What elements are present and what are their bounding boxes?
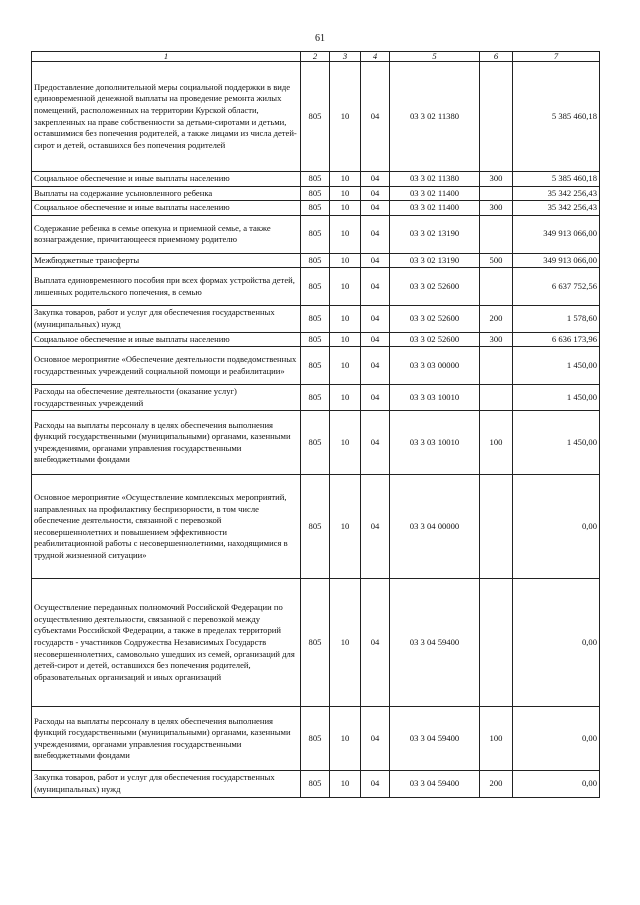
- row-subsection: 04: [361, 411, 390, 475]
- row-section: 10: [330, 579, 361, 707]
- table-row: [32, 579, 600, 707]
- row-grbs: 805: [301, 347, 330, 385]
- row-target-article: 03 3 02 13190: [390, 215, 480, 253]
- row-target-article: 03 3 02 13190: [390, 253, 480, 268]
- column-header: 7: [513, 52, 600, 62]
- row-subsection: 04: [361, 347, 390, 385]
- column-header: 1: [32, 52, 301, 62]
- row-expense-type: [480, 62, 513, 172]
- row-target-article: 03 3 04 59400: [390, 579, 480, 707]
- row-amount: 6 636 173,96: [513, 332, 600, 347]
- row-target-article: 03 3 03 10010: [390, 385, 480, 411]
- table-row: [32, 332, 600, 347]
- row-section: 10: [330, 268, 361, 306]
- row-subsection: 04: [361, 306, 390, 332]
- row-subsection: 04: [361, 332, 390, 347]
- row-amount: 35 342 256,43: [513, 201, 600, 216]
- row-target-article: 03 3 04 00000: [390, 475, 480, 579]
- row-amount: 35 342 256,43: [513, 186, 600, 201]
- row-grbs: 805: [301, 186, 330, 201]
- row-section: 10: [330, 62, 361, 172]
- row-subsection: 04: [361, 201, 390, 216]
- table-row: [32, 385, 600, 411]
- row-grbs: 805: [301, 62, 330, 172]
- column-header: 5: [390, 52, 480, 62]
- row-name: Социальное обеспечение и иные выплаты населению: [32, 172, 301, 187]
- row-amount: 5 385 460,18: [513, 62, 600, 172]
- row-expense-type: [480, 186, 513, 201]
- row-amount: 1 578,60: [513, 306, 600, 332]
- row-grbs: 805: [301, 475, 330, 579]
- row-expense-type: 100: [480, 411, 513, 475]
- row-expense-type: 100: [480, 707, 513, 771]
- row-target-article: 03 3 02 11380: [390, 62, 480, 172]
- row-subsection: 04: [361, 253, 390, 268]
- row-subsection: 04: [361, 385, 390, 411]
- row-name: Расходы на обеспечение деятельности (оказание услуг) государственных учреждений: [32, 385, 301, 411]
- row-grbs: 805: [301, 771, 330, 797]
- row-amount: 1 450,00: [513, 411, 600, 475]
- row-section: 10: [330, 771, 361, 797]
- row-grbs: 805: [301, 579, 330, 707]
- row-target-article: 03 3 02 11380: [390, 172, 480, 187]
- row-grbs: 805: [301, 332, 330, 347]
- row-subsection: 04: [361, 771, 390, 797]
- table-row: [32, 475, 600, 579]
- header-row: [32, 52, 600, 62]
- table-row: [32, 347, 600, 385]
- table-row: [32, 771, 600, 797]
- row-name: Межбюджетные трансферты: [32, 253, 301, 268]
- row-subsection: 04: [361, 186, 390, 201]
- row-target-article: 03 3 02 52600: [390, 332, 480, 347]
- row-name: Основное мероприятие «Обеспечение деятельности подведомственных государственных учреждений социальной помощи и реабилитации»: [32, 347, 301, 385]
- row-subsection: 04: [361, 62, 390, 172]
- row-name: Осуществление переданных полномочий Российской Федерации по осуществлению деятельности, связанной с перевозкой между субъектами Российской Федерации, а также в пределах территорий государств - участников Содружества Независимых Государств несовершеннолетних, самовольно ушедших из семей, организаций для детей-сирот и детей, оставшихся без попечения родителей, образовательных организаций и иных организаций: [32, 579, 301, 707]
- row-amount: 349 913 066,00: [513, 215, 600, 253]
- row-amount: 0,00: [513, 707, 600, 771]
- row-section: 10: [330, 411, 361, 475]
- row-grbs: 805: [301, 253, 330, 268]
- row-target-article: 03 3 03 00000: [390, 347, 480, 385]
- table-row: [32, 411, 600, 475]
- budget-table: [31, 51, 600, 798]
- row-section: 10: [330, 475, 361, 579]
- row-target-article: 03 3 03 10010: [390, 411, 480, 475]
- row-amount: 6 637 752,56: [513, 268, 600, 306]
- row-subsection: 04: [361, 579, 390, 707]
- table-row: [32, 172, 600, 187]
- row-grbs: 805: [301, 411, 330, 475]
- table-row: [32, 268, 600, 306]
- row-name: Предоставление дополнительной меры социальной поддержки в виде единовременной денежной выплаты на проведение ремонта жилых помещений, расположенных на территории Курской области, закрепленных на праве собственности за детьми-сиротами и детьми, оставшимися без попечения родителей, а также лицами из числа детей-сирот и детей, оставшихся без попечения родителей: [32, 62, 301, 172]
- row-section: 10: [330, 253, 361, 268]
- row-grbs: 805: [301, 215, 330, 253]
- row-grbs: 805: [301, 201, 330, 216]
- row-expense-type: [480, 347, 513, 385]
- row-name: Выплаты на содержание усыновленного ребенка: [32, 186, 301, 201]
- row-target-article: 03 3 04 59400: [390, 771, 480, 797]
- row-expense-type: 300: [480, 172, 513, 187]
- row-section: 10: [330, 172, 361, 187]
- row-section: 10: [330, 201, 361, 216]
- row-name: Социальное обеспечение и иные выплаты населению: [32, 201, 301, 216]
- table-row: [32, 201, 600, 216]
- table-row: [32, 707, 600, 771]
- row-target-article: 03 3 04 59400: [390, 707, 480, 771]
- row-target-article: 03 3 02 11400: [390, 201, 480, 216]
- table-row: [32, 306, 600, 332]
- row-name: Расходы на выплаты персоналу в целях обеспечения выполнения функций государственными (муниципальными) органами, казенными учреждениями, органами управления государственными внебюджетными фондами: [32, 411, 301, 475]
- row-amount: 0,00: [513, 771, 600, 797]
- column-header: 2: [301, 52, 330, 62]
- row-amount: 1 450,00: [513, 385, 600, 411]
- row-name: Основное мероприятие «Осуществление комплексных мероприятий, направленных на профилактику беспризорности, в том числе обеспечение деятельности, связанной с перевозкой несовершеннолетних и повышением эффективности реабилитационной работы с несовершеннолетними, находящимися в трудной жизненной ситуации»: [32, 475, 301, 579]
- row-expense-type: 300: [480, 201, 513, 216]
- row-target-article: 03 3 02 11400: [390, 186, 480, 201]
- row-grbs: 805: [301, 707, 330, 771]
- column-header: 6: [480, 52, 513, 62]
- table-row: [32, 215, 600, 253]
- row-section: 10: [330, 215, 361, 253]
- row-name: Закупка товаров, работ и услуг для обеспечения государственных (муниципальных) нужд: [32, 771, 301, 797]
- row-grbs: 805: [301, 306, 330, 332]
- row-section: 10: [330, 186, 361, 201]
- row-expense-type: 500: [480, 253, 513, 268]
- row-section: 10: [330, 385, 361, 411]
- row-grbs: 805: [301, 268, 330, 306]
- row-expense-type: [480, 475, 513, 579]
- row-section: 10: [330, 306, 361, 332]
- row-name: Содержание ребенка в семье опекуна и приемной семье, а также вознаграждение, причитающееся приемному родителю: [32, 215, 301, 253]
- row-subsection: 04: [361, 268, 390, 306]
- row-subsection: 04: [361, 172, 390, 187]
- row-section: 10: [330, 347, 361, 385]
- row-name: Социальное обеспечение и иные выплаты населению: [32, 332, 301, 347]
- column-header: 4: [361, 52, 390, 62]
- table-row: [32, 253, 600, 268]
- row-amount: 349 913 066,00: [513, 253, 600, 268]
- row-expense-type: [480, 385, 513, 411]
- row-subsection: 04: [361, 475, 390, 579]
- row-amount: 1 450,00: [513, 347, 600, 385]
- row-target-article: 03 3 02 52600: [390, 268, 480, 306]
- table-row: [32, 62, 600, 172]
- row-expense-type: 300: [480, 332, 513, 347]
- row-amount: 0,00: [513, 475, 600, 579]
- page-number: 61: [315, 33, 325, 44]
- row-amount: 0,00: [513, 579, 600, 707]
- row-name: Выплата единовременного пособия при всех формах устройства детей, лишенных родительского попечения, в семью: [32, 268, 301, 306]
- row-target-article: 03 3 02 52600: [390, 306, 480, 332]
- row-expense-type: [480, 215, 513, 253]
- column-header: 3: [330, 52, 361, 62]
- table-row: [32, 186, 600, 201]
- row-section: 10: [330, 332, 361, 347]
- row-section: 10: [330, 707, 361, 771]
- row-expense-type: 200: [480, 306, 513, 332]
- row-subsection: 04: [361, 707, 390, 771]
- row-expense-type: [480, 268, 513, 306]
- row-expense-type: 200: [480, 771, 513, 797]
- row-subsection: 04: [361, 215, 390, 253]
- row-amount: 5 385 460,18: [513, 172, 600, 187]
- row-expense-type: [480, 579, 513, 707]
- row-grbs: 805: [301, 385, 330, 411]
- row-name: Закупка товаров, работ и услуг для обеспечения государственных (муниципальных) нужд: [32, 306, 301, 332]
- row-name: Расходы на выплаты персоналу в целях обеспечения выполнения функций государственными (муниципальными) органами, казенными учреждениями, органами управления государственными внебюджетными фондами: [32, 707, 301, 771]
- row-grbs: 805: [301, 172, 330, 187]
